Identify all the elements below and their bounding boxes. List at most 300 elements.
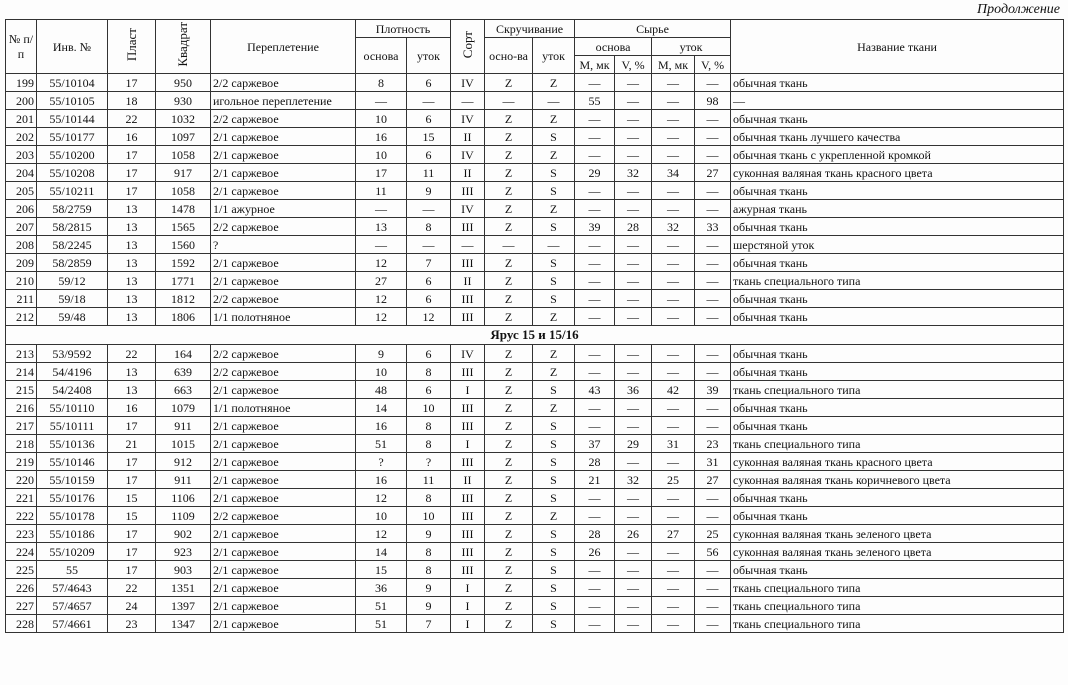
table-cell: II	[451, 471, 485, 489]
table-cell: 1560	[156, 236, 211, 254]
table-cell: 8	[407, 561, 451, 579]
table-cell: —	[615, 236, 652, 254]
col-raw-warp-v: V, %	[615, 56, 652, 74]
section-row	[6, 326, 1064, 345]
col-twist-warp: осно-ва	[485, 38, 533, 74]
table-cell: Z	[485, 453, 533, 471]
table-cell: 13	[108, 308, 156, 326]
table-cell: Z	[485, 381, 533, 399]
table-cell: обычная ткань	[731, 218, 1064, 236]
table-cell: 22	[108, 345, 156, 363]
table-cell: 10	[356, 507, 407, 525]
table-cell: 17	[108, 543, 156, 561]
table-cell: —	[615, 200, 652, 218]
table-cell: 32	[652, 218, 695, 236]
table-cell: Z	[485, 254, 533, 272]
table-cell: ?	[356, 453, 407, 471]
table-cell: 51	[356, 615, 407, 633]
table-cell: 6	[407, 290, 451, 308]
table-cell: Z	[485, 363, 533, 381]
table-cell: 55/10144	[37, 110, 108, 128]
table-cell: 2/1 саржевое	[211, 489, 356, 507]
table-cell: 16	[356, 417, 407, 435]
col-density-warp: основа	[356, 38, 407, 74]
table-cell: 58/2759	[37, 200, 108, 218]
table-cell: —	[695, 200, 731, 218]
table-cell: 1058	[156, 146, 211, 164]
table-cell: 17	[108, 146, 156, 164]
table-cell: —	[575, 146, 615, 164]
table-cell: Z	[485, 525, 533, 543]
table-cell: —	[652, 345, 695, 363]
table-cell: 1109	[156, 507, 211, 525]
table-cell: 209	[6, 254, 37, 272]
table-row	[6, 74, 1064, 92]
table-cell: Z	[485, 399, 533, 417]
table-cell: IV	[451, 110, 485, 128]
table-cell: 55/10208	[37, 164, 108, 182]
table-cell: —	[652, 182, 695, 200]
table-cell: —	[407, 200, 451, 218]
table-cell: 13	[108, 290, 156, 308]
table-cell: 36	[356, 579, 407, 597]
table-cell: 17	[108, 417, 156, 435]
col-density: Плотность	[356, 20, 451, 38]
table-cell: 164	[156, 345, 211, 363]
table-cell: —	[575, 200, 615, 218]
table-cell: 6	[407, 146, 451, 164]
table-cell: обычная ткань	[731, 399, 1064, 417]
col-raw-weft: уток	[652, 38, 731, 56]
table-cell: ткань специального типа	[731, 597, 1064, 615]
table-cell: —	[575, 597, 615, 615]
table-cell: IV	[451, 345, 485, 363]
section-title: Ярус 15 и 15/16	[6, 326, 1064, 345]
table-cell: 58/2859	[37, 254, 108, 272]
table-cell: суконная валяная ткань зеленого цвета	[731, 525, 1064, 543]
table-cell: 199	[6, 74, 37, 92]
table-cell: 2/2 саржевое	[211, 345, 356, 363]
table-cell: 55	[575, 92, 615, 110]
table-cell: 2/1 саржевое	[211, 471, 356, 489]
table-cell: 13	[108, 272, 156, 290]
table-cell: 17	[108, 525, 156, 543]
table-cell: —	[615, 308, 652, 326]
table-cell: —	[652, 615, 695, 633]
table-cell: S	[533, 543, 575, 561]
table-cell: —	[652, 597, 695, 615]
table-cell: 214	[6, 363, 37, 381]
table-cell: 26	[615, 525, 652, 543]
table-cell: Z	[485, 345, 533, 363]
table-cell: —	[695, 597, 731, 615]
table-cell: —	[575, 308, 615, 326]
table-cell: 208	[6, 236, 37, 254]
table-cell: S	[533, 218, 575, 236]
table-cell: 55/10146	[37, 453, 108, 471]
table-cell: 58/2815	[37, 218, 108, 236]
table-cell: 205	[6, 182, 37, 200]
table-cell: —	[615, 146, 652, 164]
table-cell: 1806	[156, 308, 211, 326]
table-cell: —	[652, 399, 695, 417]
table-cell: 31	[695, 453, 731, 471]
table-cell: 11	[407, 164, 451, 182]
table-row	[6, 345, 1064, 363]
table-cell: —	[695, 489, 731, 507]
table-cell: Z	[485, 507, 533, 525]
table-cell: —	[356, 236, 407, 254]
table-cell: 216	[6, 399, 37, 417]
table-cell: III	[451, 182, 485, 200]
table-row	[6, 561, 1064, 579]
table-row	[6, 290, 1064, 308]
table-cell: Z	[485, 272, 533, 290]
table-cell: ткань специального типа	[731, 381, 1064, 399]
table-cell: 54/2408	[37, 381, 108, 399]
table-cell: —	[695, 417, 731, 435]
table-cell: 219	[6, 453, 37, 471]
table-cell: —	[731, 92, 1064, 110]
table-cell: —	[615, 489, 652, 507]
table-cell: 25	[652, 471, 695, 489]
table-cell: 2/1 саржевое	[211, 182, 356, 200]
table-cell: III	[451, 363, 485, 381]
table-cell: 911	[156, 471, 211, 489]
table-cell: III	[451, 308, 485, 326]
table-cell: —	[485, 236, 533, 254]
table-cell: 8	[407, 435, 451, 453]
table-cell: III	[451, 489, 485, 507]
table-cell: 39	[575, 218, 615, 236]
table-cell: —	[615, 561, 652, 579]
table-cell: 10	[407, 507, 451, 525]
table-cell: —	[356, 200, 407, 218]
table-cell: 1592	[156, 254, 211, 272]
table-cell: 2/1 саржевое	[211, 146, 356, 164]
table-cell: суконная валяная ткань коричневого цвета	[731, 471, 1064, 489]
table-cell: S	[533, 254, 575, 272]
table-cell: —	[575, 417, 615, 435]
table-cell: —	[533, 92, 575, 110]
table-cell: 16	[108, 399, 156, 417]
table-cell: —	[615, 615, 652, 633]
table-cell: —	[652, 146, 695, 164]
table-cell: 31	[652, 435, 695, 453]
table-cell: 225	[6, 561, 37, 579]
table-cell: I	[451, 579, 485, 597]
table-cell: —	[695, 615, 731, 633]
col-num: № п/п	[6, 20, 37, 74]
table-cell: III	[451, 453, 485, 471]
table-cell: Z	[485, 561, 533, 579]
table-cell: 29	[615, 435, 652, 453]
table-cell: Z	[533, 74, 575, 92]
table-cell: —	[615, 182, 652, 200]
table-cell: 7	[407, 254, 451, 272]
table-cell: 2/1 саржевое	[211, 543, 356, 561]
table-cell: 2/1 саржевое	[211, 272, 356, 290]
table-cell: 32	[615, 164, 652, 182]
table-cell: Z	[485, 543, 533, 561]
table-cell: 59/18	[37, 290, 108, 308]
table-cell: суконная валяная ткань зеленого цвета	[731, 543, 1064, 561]
table-cell: 2/1 саржевое	[211, 525, 356, 543]
table-cell: Z	[485, 164, 533, 182]
table-cell: —	[652, 236, 695, 254]
table-cell: Z	[485, 417, 533, 435]
table-cell: 210	[6, 272, 37, 290]
table-cell: ажурная ткань	[731, 200, 1064, 218]
table-cell: 29	[575, 164, 615, 182]
table-cell: 1097	[156, 128, 211, 146]
table-cell: 2/2 саржевое	[211, 110, 356, 128]
table-cell: IV	[451, 74, 485, 92]
table-row	[6, 200, 1064, 218]
table-cell: 10	[356, 110, 407, 128]
table-cell: S	[533, 290, 575, 308]
table-cell: 36	[615, 381, 652, 399]
table-cell: 51	[356, 597, 407, 615]
table-cell: 8	[407, 489, 451, 507]
table-cell: S	[533, 417, 575, 435]
table-cell: 215	[6, 381, 37, 399]
table-cell: обычная ткань	[731, 561, 1064, 579]
table-cell: 21	[575, 471, 615, 489]
table-cell: Z	[485, 597, 533, 615]
table-cell: IV	[451, 146, 485, 164]
table-cell: 55/10186	[37, 525, 108, 543]
table-cell: —	[451, 236, 485, 254]
table-row	[6, 308, 1064, 326]
table-cell: 923	[156, 543, 211, 561]
table-cell: I	[451, 597, 485, 615]
table-cell: —	[652, 200, 695, 218]
col-plast: Пласт	[108, 20, 156, 74]
table-cell: 1397	[156, 597, 211, 615]
table-cell: Z	[485, 182, 533, 200]
table-row	[6, 254, 1064, 272]
table-cell: 2/2 саржевое	[211, 363, 356, 381]
table-cell: I	[451, 381, 485, 399]
table-cell: —	[652, 110, 695, 128]
table-cell: —	[575, 254, 615, 272]
table-cell: S	[533, 597, 575, 615]
table-cell: ткань специального типа	[731, 579, 1064, 597]
table-cell: 6	[407, 272, 451, 290]
table-cell: 202	[6, 128, 37, 146]
table-cell: 55/10159	[37, 471, 108, 489]
table-cell: 18	[108, 92, 156, 110]
table-cell: 203	[6, 146, 37, 164]
col-twist: Скручивание	[485, 20, 575, 38]
table-cell: —	[652, 290, 695, 308]
table-cell: 2/1 саржевое	[211, 417, 356, 435]
table-cell: 55/10209	[37, 543, 108, 561]
table-cell: Z	[485, 435, 533, 453]
table-cell: обычная ткань	[731, 182, 1064, 200]
table-cell: 13	[108, 381, 156, 399]
table-row	[6, 489, 1064, 507]
col-raw-warp: основа	[575, 38, 652, 56]
table-cell: 206	[6, 200, 37, 218]
table-cell: 58/2245	[37, 236, 108, 254]
table-cell: —	[615, 453, 652, 471]
table-cell: обычная ткань	[731, 254, 1064, 272]
fabric-table	[5, 19, 1064, 633]
table-cell: 224	[6, 543, 37, 561]
table-row	[6, 381, 1064, 399]
table-cell: —	[695, 128, 731, 146]
table-body-b	[6, 345, 1064, 633]
table-cell: 22	[108, 579, 156, 597]
table-cell: —	[615, 272, 652, 290]
table-cell: 1032	[156, 110, 211, 128]
table-cell: 227	[6, 597, 37, 615]
table-cell: S	[533, 435, 575, 453]
table-cell: —	[575, 615, 615, 633]
table-cell: 55/10176	[37, 489, 108, 507]
table-cell: обычная ткань	[731, 417, 1064, 435]
table-cell: Z	[485, 489, 533, 507]
table-cell: 12	[407, 308, 451, 326]
table-cell: —	[575, 561, 615, 579]
table-cell: Z	[533, 345, 575, 363]
table-cell: S	[533, 471, 575, 489]
table-cell: 13	[108, 218, 156, 236]
table-cell: 56	[695, 543, 731, 561]
table-cell: обычная ткань лучшего качества	[731, 128, 1064, 146]
table-cell: Z	[485, 200, 533, 218]
table-cell: 42	[652, 381, 695, 399]
table-cell: —	[575, 579, 615, 597]
table-cell: 226	[6, 579, 37, 597]
table-row	[6, 471, 1064, 489]
table-row	[6, 272, 1064, 290]
table-cell: 917	[156, 164, 211, 182]
table-cell: 217	[6, 417, 37, 435]
table-cell: 221	[6, 489, 37, 507]
table-cell: 57/4643	[37, 579, 108, 597]
table-cell: 51	[356, 435, 407, 453]
table-cell: IV	[451, 200, 485, 218]
table-cell: 911	[156, 417, 211, 435]
table-cell: —	[451, 92, 485, 110]
table-cell: —	[652, 453, 695, 471]
table-cell: Z	[485, 74, 533, 92]
table-cell: —	[575, 236, 615, 254]
table-cell: 1/1 ажурное	[211, 200, 356, 218]
table-cell: III	[451, 507, 485, 525]
table-cell: 10	[407, 399, 451, 417]
table-cell: 2/1 саржевое	[211, 381, 356, 399]
table-cell: —	[615, 363, 652, 381]
table-cell: Z	[485, 615, 533, 633]
table-header	[6, 20, 1064, 74]
table-cell: 27	[356, 272, 407, 290]
table-cell: 55/10110	[37, 399, 108, 417]
table-cell: 211	[6, 290, 37, 308]
table-cell: шерстяной уток	[731, 236, 1064, 254]
table-cell: 57/4657	[37, 597, 108, 615]
table-cell: Z	[533, 110, 575, 128]
table-cell: 55/10136	[37, 435, 108, 453]
table-cell: —	[695, 236, 731, 254]
table-cell: 16	[356, 128, 407, 146]
table-cell: —	[485, 92, 533, 110]
table-cell: 1347	[156, 615, 211, 633]
table-cell: 222	[6, 507, 37, 525]
table-cell: 223	[6, 525, 37, 543]
table-cell: 43	[575, 381, 615, 399]
table-cell: —	[575, 363, 615, 381]
table-cell: —	[695, 579, 731, 597]
table-cell: II	[451, 164, 485, 182]
table-cell: 1771	[156, 272, 211, 290]
table-cell: 1812	[156, 290, 211, 308]
table-cell: 212	[6, 308, 37, 326]
table-cell: 1351	[156, 579, 211, 597]
table-cell: 1079	[156, 399, 211, 417]
table-cell: 14	[356, 399, 407, 417]
table-cell: —	[652, 308, 695, 326]
table-cell: 2/1 саржевое	[211, 597, 356, 615]
table-cell: 37	[575, 435, 615, 453]
table-cell: 17	[356, 164, 407, 182]
table-cell: Z	[485, 218, 533, 236]
table-cell: —	[615, 345, 652, 363]
table-cell: 204	[6, 164, 37, 182]
table-cell: —	[575, 110, 615, 128]
table-cell: —	[615, 92, 652, 110]
col-kvadrat: Квадрат	[156, 20, 211, 74]
col-sort: Сорт	[451, 20, 485, 74]
table-cell: I	[451, 435, 485, 453]
table-cell: 8	[407, 417, 451, 435]
table-cell: —	[695, 363, 731, 381]
table-cell: 950	[156, 74, 211, 92]
table-cell: Z	[533, 507, 575, 525]
table-cell: —	[575, 399, 615, 417]
table-cell: 1106	[156, 489, 211, 507]
table-cell: —	[533, 236, 575, 254]
table-cell: 15	[356, 561, 407, 579]
table-cell: ?	[211, 236, 356, 254]
table-cell: —	[615, 74, 652, 92]
table-cell: 15	[108, 489, 156, 507]
table-cell: 2/1 саржевое	[211, 579, 356, 597]
table-cell: —	[575, 182, 615, 200]
table-cell: III	[451, 561, 485, 579]
table-cell: 207	[6, 218, 37, 236]
table-cell: 28	[575, 453, 615, 471]
table-cell: —	[615, 128, 652, 146]
table-cell: 17	[108, 182, 156, 200]
table-cell: III	[451, 290, 485, 308]
table-cell: —	[652, 543, 695, 561]
table-cell: S	[533, 381, 575, 399]
table-cell: —	[652, 507, 695, 525]
table-cell: 2/1 саржевое	[211, 453, 356, 471]
table-cell: 1/1 полотняное	[211, 399, 356, 417]
table-cell: II	[451, 128, 485, 146]
table-cell: —	[652, 272, 695, 290]
table-cell: —	[615, 110, 652, 128]
table-cell: 13	[108, 200, 156, 218]
table-cell: обычная ткань	[731, 308, 1064, 326]
table-cell: 1058	[156, 182, 211, 200]
table-cell: 12	[356, 254, 407, 272]
